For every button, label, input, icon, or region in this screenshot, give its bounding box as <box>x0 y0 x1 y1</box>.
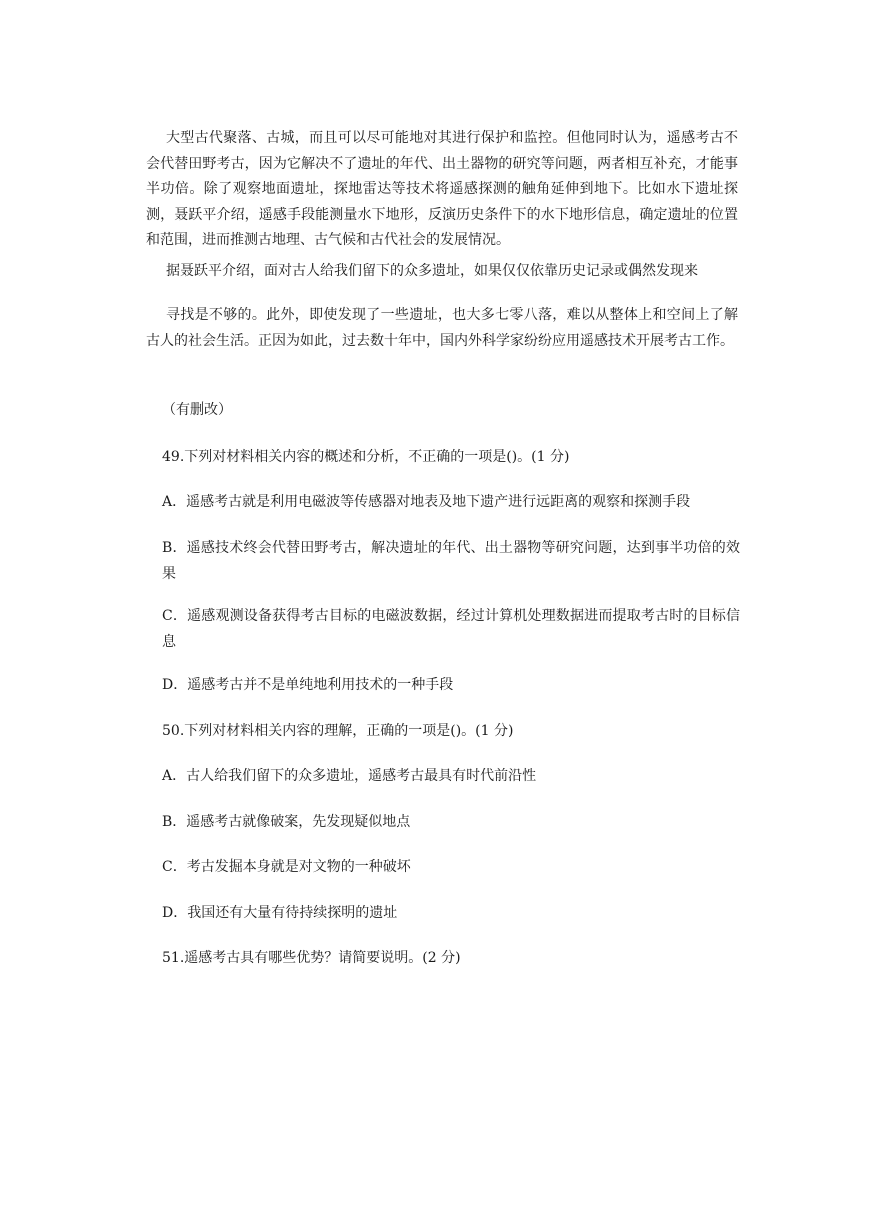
passage-paragraph-2: 据聂跃平介绍，面对古人给我们留下的众多遗址，如果仅仅依靠历史记录或偶然发现来 <box>166 263 698 279</box>
question-49-stem: 49.下列对材料相关内容的概述和分析，不正确的一项是()。(1 分) <box>162 449 570 465</box>
passage-paragraph-3: 寻找是不够的。此外，即使发现了一些遗址，也大多七零八落，难以从整体上和空间上了解古人的社会生活。正因为如此，过去数十年中，国内外科学家纷纷应用遥感技术开展考古工作。 <box>146 307 738 349</box>
source-note: （有删改） <box>162 402 232 418</box>
question-49-option-c: C．遥感观测设备获得考古目标的电磁波数据，经过计算机处理数据进而提取考古时的目标信息 <box>162 608 740 650</box>
question-49-option-a: A．遥感考古就是利用电磁波等传感器对地表及地下遗产进行远距离的观察和探测手段 <box>162 494 691 510</box>
question-50-option-a: A．古人给我们留下的众多遗址，遥感考古最具有时代前沿性 <box>162 768 537 784</box>
question-50-stem: 50.下列对材料相关内容的理解，正确的一项是()。(1 分) <box>162 723 514 739</box>
question-50-option-c: C．考古发掘本身就是对文物的一种破坏 <box>162 859 411 875</box>
question-50-option-b: B．遥感考古就像破案，先发现疑似地点 <box>162 814 411 830</box>
passage-paragraph-1: 大型古代聚落、古城，而且可以尽可能地对其进行保护和监控。但他同时认为，遥感考古不会代替田野考古，因为它解决不了遗址的年代、出土器物的研究等问题，两者相互补充，才能事半功倍。除了观察地面遗址，探地雷达等技术将遥感探测的触角延伸到地下。比如水下遗址探测，聂跃平介绍，遥感手段能测量水下地形，反演历史条件下的水下地形信息，确定遗址的位置和范围，进而推测古地理、古气候和古代社会的发展情况。 <box>146 130 738 248</box>
question-51-stem: 51.遥感考古具有哪些优势？请简要说明。(2 分) <box>162 950 461 966</box>
question-50-option-d: D．我国还有大量有待持续探明的遗址 <box>162 905 398 921</box>
question-49-option-b: B．遥感技术终会代替田野考古，解决遗址的年代、出土器物等研究问题，达到事半功倍的效果 <box>162 540 740 582</box>
question-49-option-d: D．遥感考古并不是单纯地利用技术的一种手段 <box>162 677 454 693</box>
